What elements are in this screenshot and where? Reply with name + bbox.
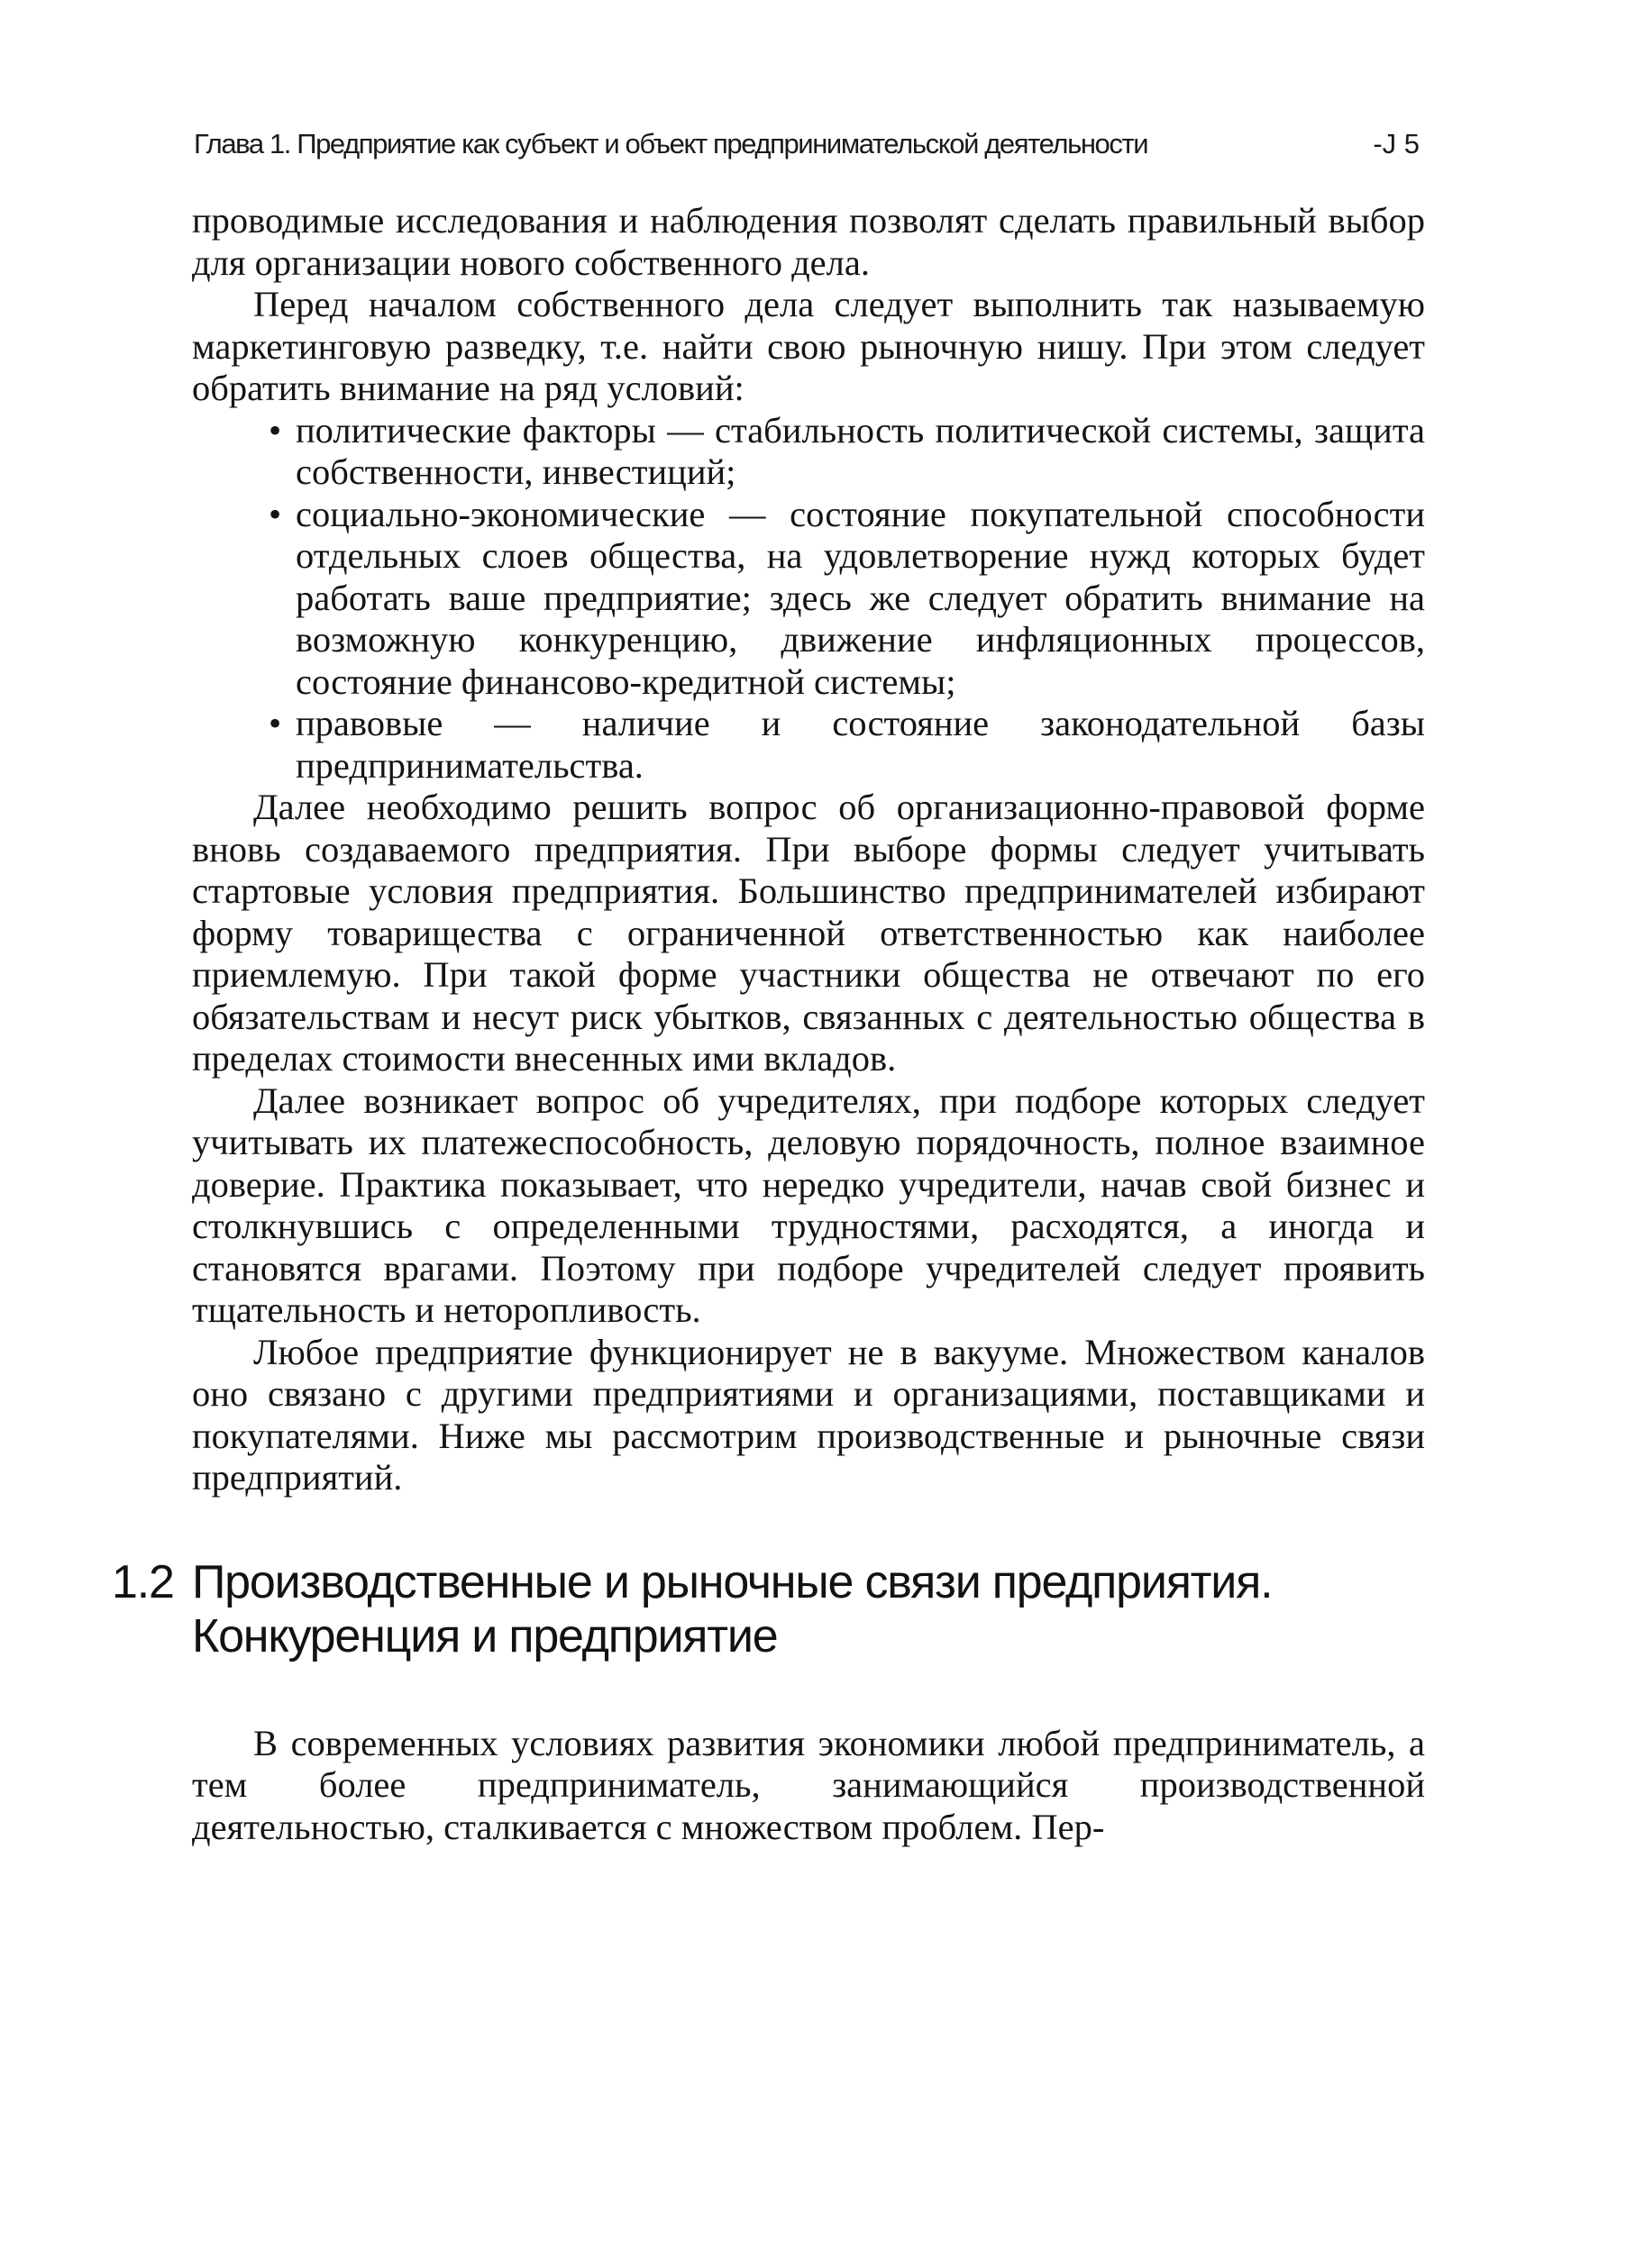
page-body [112, 200, 1425, 1848]
bullet-icon: • [269, 493, 282, 534]
list-item-text: правовые — наличие и состояние законодательной базы предпринимательства. [296, 703, 1425, 786]
list-item-text: политические факторы — стабильность политической системы, защита собственности, инвестиций; [296, 409, 1425, 492]
paragraph: Перед началом собственного дела следует выполнить так называемую маркетинговую разведку, т.е. найти свою рыночную нишу. При этом следует обратить внимание на ряд условий: [192, 284, 1425, 408]
paragraph: Далее возникает вопрос об учредителях, при подборе которых следует учитывать их платежеспособность, деловую порядочность, полное взаимное доверие. Практика показывает, что нередко учредители, начав свой бизнес и столкнувшись с определенными трудностями, расходятся, а иногда и становятся врагами. Поэтому при подборе учредителей следует проявить тщательность и неторопливость. [192, 1079, 1425, 1330]
page-number: -J 5 [1373, 128, 1420, 159]
list-item-text: социально-экономические — состояние покупательной способности отдельных слоев общества, на удовлетворение нужд которых будет работать ваше предприятие; здесь же следует обратить внимание на возможную конкуренцию, движение инфляционных процессов, состояние финансово-кредитной системы; [296, 493, 1425, 702]
conditions-list [192, 410, 1425, 788]
paragraph: В современных условиях развития экономики любой предприниматель, а тем более предприниматель, занимающийся производственной деятельностью, сталкивается с множеством проблем. Пер- [192, 1722, 1425, 1847]
bullet-icon: • [269, 703, 282, 743]
list-item [269, 703, 1425, 787]
chapter-title: Глава 1. Предприятие как субъект и объект предпринимательской деятельности [194, 128, 1148, 159]
section-heading [112, 1555, 1425, 1663]
paragraph: проводимые исследования и наблюдения позволят сделать правильный выбор для организации нового собственного дела. [192, 200, 1425, 283]
bullet-icon: • [269, 409, 282, 451]
section-number: 1.2 [112, 1555, 174, 1608]
list-item [269, 493, 1425, 704]
running-header [194, 128, 1420, 160]
paragraph: Далее необходимо решить вопрос об организационно-правовой форме вновь создаваемого предприятия. При выборе формы следует учитывать стартовые условия предприятия. Большинство предпринимателей избирают форму товарищества с ограниченной ответственностью как наиболее приемлемую. При такой форме участники общества не отвечают по его обязательствам и несут риск убытков, связанных с деятельностью общества в пределах стоимости внесенных ими вкладов. [192, 787, 1425, 1079]
section-title: Производственные и рыночные связи предприятия. Конкуренция и предприятие [192, 1555, 1273, 1662]
list-item [269, 409, 1425, 494]
paragraph: Любое предприятие функционирует не в вакууме. Множеством каналов оно связано с другими предприятиями и организациями, поставщиками и покупателями. Ниже мы рассмотрим производственные и рыночные связи предприятий. [192, 1331, 1425, 1498]
